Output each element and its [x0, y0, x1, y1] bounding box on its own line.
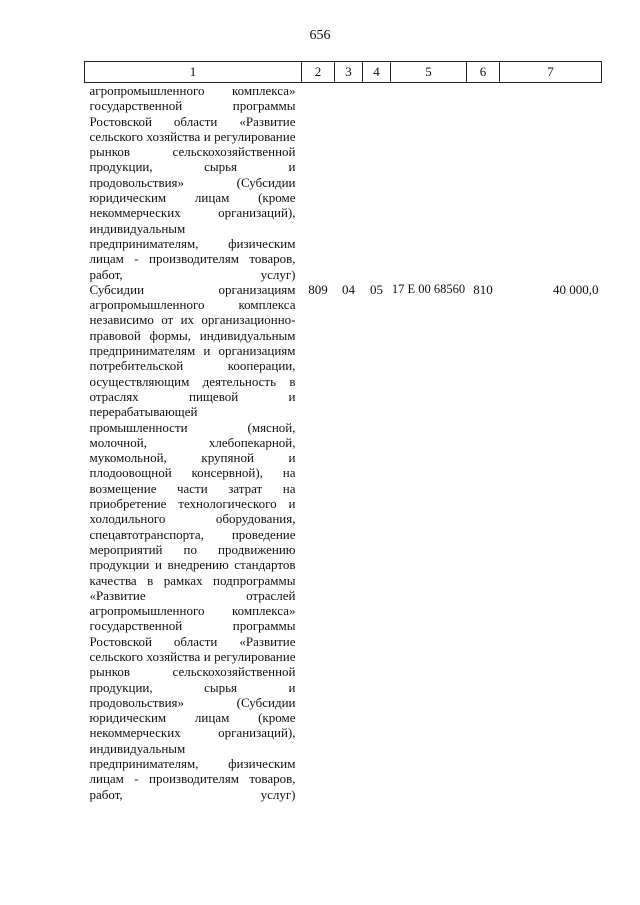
- row-col2: 809: [308, 281, 328, 297]
- col-header-2: 2: [302, 62, 335, 83]
- col-header-3: 3: [335, 62, 363, 83]
- row-col3: 04: [342, 281, 355, 297]
- row-col4: 05: [370, 281, 383, 297]
- row-col6: 810: [473, 281, 493, 297]
- budget-table: [84, 61, 602, 802]
- row-col7: 40 000,0: [553, 281, 599, 297]
- row-description: Субсидии организациям агропромышленного комплекса независимо от их организационно-правовой формы, индивидуальным предпринимателям и организациям потребительской кооперации, осуществляющим деятельность в отраслях пищевой и перерабатывающей промышленности (мясной, молочной, хлебопекарной, мукомольной, крупяной и плодоовощной консервной), на возмещение части затрат на приобретение технологического и холодильного оборудования, спецавтотранспорта, проведение мероприятий по продвижению продукции и внедрению стандартов качества в рамках подпрограммы «Развитие отраслей агропромышленного комплекса» государственной программы Ростовской области «Развитие сельского хозяйства и регулирование рынков сельскохозяйственной продукции, сырья и продовольствия» (Субсидии юридическим лицам (кроме некоммерческих организаций), индивидуальным предпринимателям, физическим лицам - производителям товаров, работ, услуг): [89, 281, 296, 802]
- page-number: 656: [309, 28, 331, 43]
- table-row: [85, 282, 602, 802]
- row-col2: [302, 83, 335, 282]
- table-header-row: [85, 62, 602, 83]
- row-description: агропромышленного комплекса» государственной программы Ростовской области «Развитие сельского хозяйства и регулирование рынков сельскохозяйственной продукции, сырья и продовольствия» (Субсидии юридическим лицам (кроме некоммерческих организаций), индивидуальным предпринимателям, физическим лицам - производителям товаров, работ, услуг): [89, 83, 296, 282]
- col-header-4: 4: [363, 62, 391, 83]
- row-col4: [363, 83, 391, 282]
- row-col7: [500, 83, 602, 282]
- table-row: [85, 83, 602, 282]
- col-header-5: 5: [391, 62, 467, 83]
- row-col5: 17 Е 00 68560: [391, 281, 466, 296]
- col-header-1: 1: [85, 62, 302, 83]
- col-header-7: 7: [500, 62, 602, 83]
- col-header-6: 6: [467, 62, 500, 83]
- row-col3: [335, 83, 363, 282]
- row-col6: [467, 83, 500, 282]
- row-col5: [391, 83, 467, 282]
